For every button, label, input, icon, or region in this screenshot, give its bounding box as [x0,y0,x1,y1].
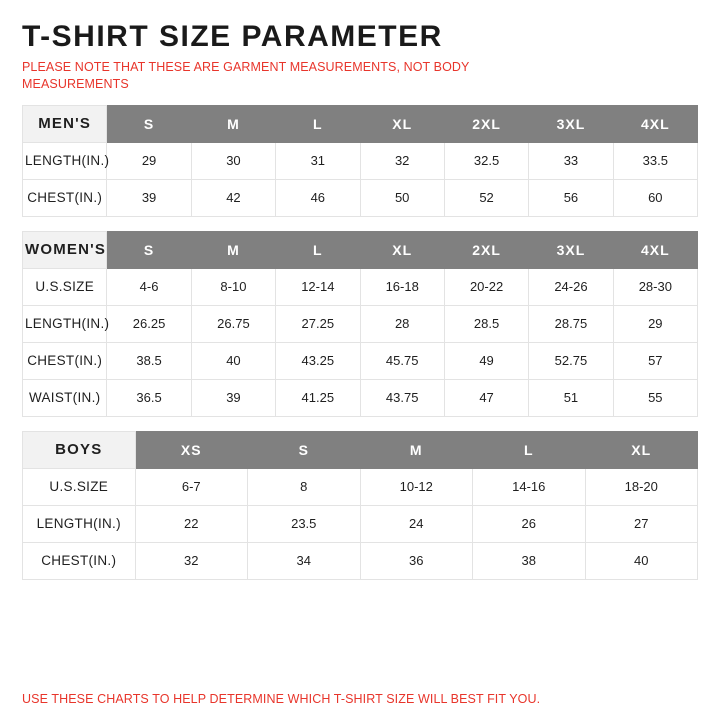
womens-header-label: WOMEN'S [23,231,107,268]
row-label: CHEST(IN.) [23,542,136,579]
table-cell: 43.25 [276,342,360,379]
table-cell: 60 [613,179,697,216]
boys-header-size: XS [135,431,248,468]
table-cell: 20-22 [444,268,528,305]
row-label: CHEST(IN.) [23,342,107,379]
table-cell: 46 [276,179,360,216]
table-cell: 32 [135,542,248,579]
table-cell: 42 [191,179,275,216]
table-cell: 10-12 [360,468,473,505]
table-cell: 39 [191,379,275,416]
womens-header-size: 2XL [444,231,528,268]
boys-table-body [23,431,698,579]
table-cell: 41.25 [276,379,360,416]
table-cell: 28.75 [529,305,613,342]
table-cell: 36 [360,542,473,579]
mens-header-size: M [191,105,275,142]
table-cell: 32.5 [444,142,528,179]
measurement-note: PLEASE NOTE THAT THESE ARE GARMENT MEASUREMENTS, NOT BODY MEASUREMENTS [22,60,470,91]
mens-table-body [23,105,698,216]
womens-table-body [23,231,698,416]
table-cell: 8-10 [191,268,275,305]
womens-header-size: XL [360,231,444,268]
table-cell: 26.25 [107,305,191,342]
boys-header-size: S [248,431,361,468]
row-label: LENGTH(IN.) [23,142,107,179]
mens-header-size: S [107,105,191,142]
table-row [23,379,698,416]
table-cell: 18-20 [585,468,698,505]
table-row [23,342,698,379]
boys-header-size: M [360,431,473,468]
table-cell: 36.5 [107,379,191,416]
table-cell: 28 [360,305,444,342]
table-cell: 28.5 [444,305,528,342]
table-cell: 30 [191,142,275,179]
mens-header-size: XL [360,105,444,142]
table-row [23,142,698,179]
table-row [23,468,698,505]
table-cell: 31 [276,142,360,179]
table-cell: 12-14 [276,268,360,305]
table-cell: 55 [613,379,697,416]
table-cell: 52.75 [529,342,613,379]
boys-header-row [23,431,698,468]
table-row [23,505,698,542]
table-cell: 29 [107,142,191,179]
table-cell: 16-18 [360,268,444,305]
row-label: LENGTH(IN.) [23,305,107,342]
mens-header-label: MEN'S [23,105,107,142]
womens-header-size: 4XL [613,231,697,268]
mens-header-size: 3XL [529,105,613,142]
table-cell: 22 [135,505,248,542]
womens-header-size: L [276,231,360,268]
table-cell: 56 [529,179,613,216]
mens-header-size: 4XL [613,105,697,142]
table-cell: 57 [613,342,697,379]
table-cell: 43.75 [360,379,444,416]
table-cell: 26 [473,505,586,542]
page-title: T-SHIRT SIZE PARAMETER [22,20,443,53]
table-cell: 27.25 [276,305,360,342]
womens-header-size: S [107,231,191,268]
table-cell: 38.5 [107,342,191,379]
row-label: LENGTH(IN.) [23,505,136,542]
mens-header-size: L [276,105,360,142]
womens-header-size: 3XL [529,231,613,268]
boys-size-table [22,431,698,580]
table-cell: 49 [444,342,528,379]
table-cell: 14-16 [473,468,586,505]
table-row [23,268,698,305]
boys-header-size: L [473,431,586,468]
womens-header-size: M [191,231,275,268]
womens-size-table [22,231,698,417]
table-cell: 50 [360,179,444,216]
row-label: CHEST(IN.) [23,179,107,216]
table-cell: 29 [613,305,697,342]
table-cell: 33.5 [613,142,697,179]
table-cell: 6-7 [135,468,248,505]
table-cell: 38 [473,542,586,579]
table-cell: 47 [444,379,528,416]
table-cell: 51 [529,379,613,416]
row-label: U.S.SIZE [23,268,107,305]
table-cell: 45.75 [360,342,444,379]
table-cell: 24-26 [529,268,613,305]
table-cell: 32 [360,142,444,179]
table-cell: 23.5 [248,505,361,542]
boys-header-size: XL [585,431,698,468]
mens-size-table [22,105,698,217]
table-cell: 40 [585,542,698,579]
row-label: WAIST(IN.) [23,379,107,416]
table-row [23,305,698,342]
table-cell: 34 [248,542,361,579]
table-cell: 27 [585,505,698,542]
table-cell: 26.75 [191,305,275,342]
table-cell: 33 [529,142,613,179]
footer-note: USE THESE CHARTS TO HELP DETERMINE WHICH T-SHIRT SIZE WILL BEST FIT YOU. [22,692,541,706]
table-cell: 28-30 [613,268,697,305]
table-cell: 39 [107,179,191,216]
table-cell: 24 [360,505,473,542]
row-label: U.S.SIZE [23,468,136,505]
table-cell: 40 [191,342,275,379]
table-row [23,179,698,216]
table-row [23,542,698,579]
table-cell: 52 [444,179,528,216]
table-cell: 8 [248,468,361,505]
table-cell: 4-6 [107,268,191,305]
mens-header-row [23,105,698,142]
mens-header-size: 2XL [444,105,528,142]
womens-header-row [23,231,698,268]
boys-header-label: BOYS [23,431,136,468]
